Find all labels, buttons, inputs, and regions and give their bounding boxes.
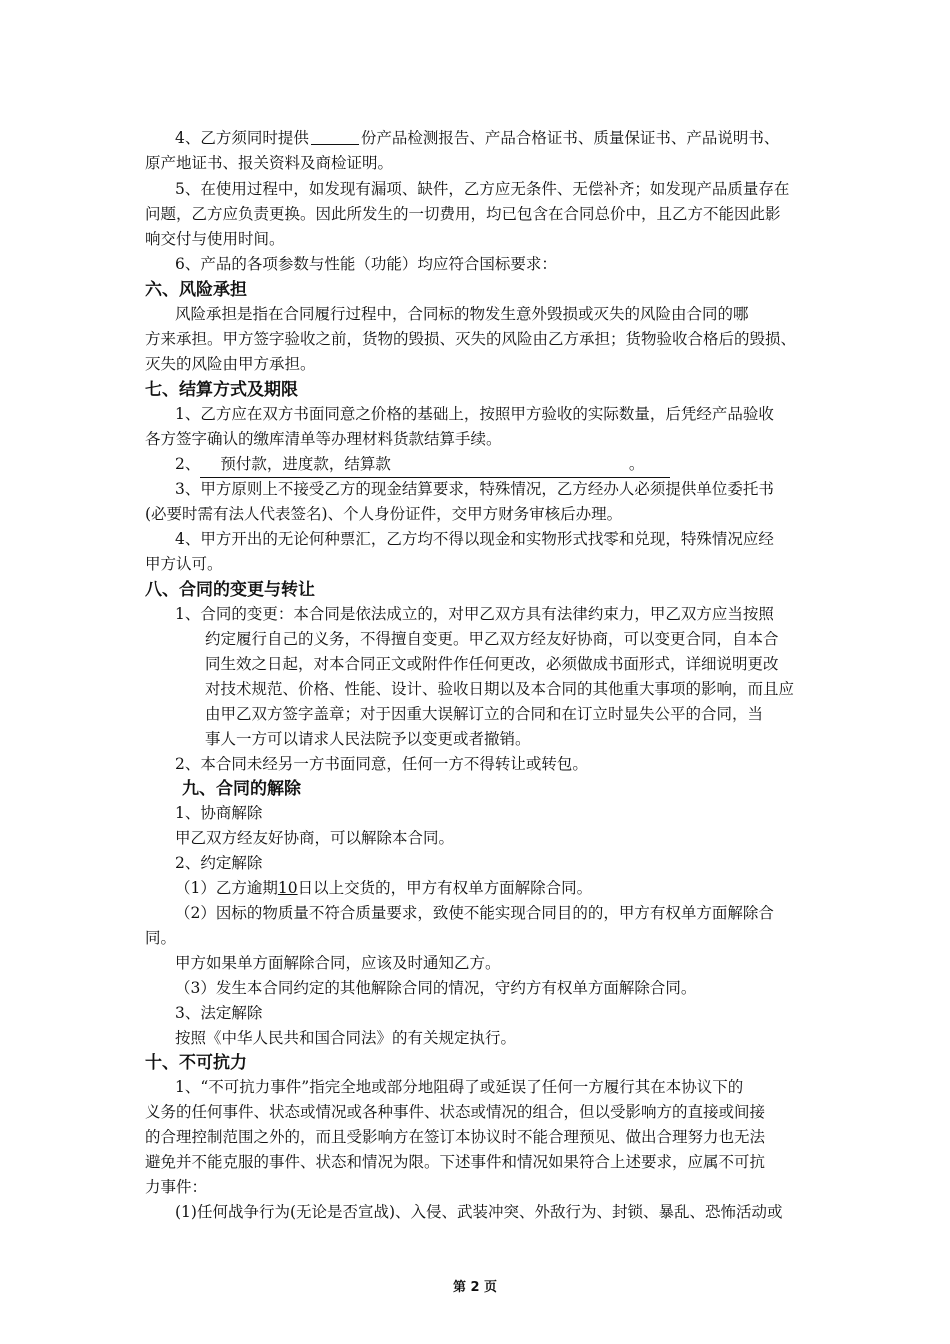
clause-8-1-cont: 由甲乙双方签字盖章；对于因重大误解订立的合同和在订立时显失公平的合同，当 [205, 705, 764, 723]
paragraph: 灭失的风险由甲方承担。 [145, 355, 316, 373]
section-heading-10: 十、不可抗力 [145, 1053, 247, 1073]
clause-8-1-cont: 对技术规范、价格、性能、设计、验收日期以及本合同的其他重大事项的影响，而且应 [205, 680, 795, 698]
days-value: 10 [277, 879, 298, 897]
clause-5-4 [175, 126, 810, 151]
paragraph: 方来承担。甲方签字验收之前，货物的毁损、灭失的风险由乙方承担；货物验收合格后的毁损、 [145, 330, 797, 348]
clause-5-5: 5、在使用过程中，如发现有漏项、缺件，乙方应无条件、无偿补齐；如发现产品质量存在 [175, 180, 790, 198]
paragraph: 甲乙双方经友好协商，可以解除本合同。 [175, 829, 455, 847]
clause-8-1: 1、合同的变更：本合同是依法成立的，对甲乙双方具有法律约束力，甲乙双方应当按照 [175, 605, 774, 623]
clause-9-2-1 [175, 876, 810, 901]
text: 。 [628, 455, 645, 473]
text: 预付款，进度款，结算款 [220, 455, 391, 473]
clause-9-2-3: （3）发生本合同约定的其他解除合同的情况，守约方有权单方面解除合同。 [175, 979, 697, 997]
clause-10-1-1: (1)任何战争行为(无论是否宣战)、入侵、武装冲突、外敌行为、封锁、暴乱、恐怖活动或 [175, 1203, 783, 1221]
clause-10-1: 1、“不可抗力事件”指完全地或部分地阻碍了或延误了任何一方履行其在本协议下的 [175, 1078, 744, 1096]
paragraph: 风险承担是指在合同履行过程中，合同标的物发生意外毁损或灭失的风险由合同的哪 [175, 305, 749, 323]
text: 日以上交货的，甲方有权单方面解除合同。 [297, 879, 593, 897]
text: （1）乙方逾期 [175, 879, 278, 897]
text: 份产品检测报告、产品合格证书、质量保证书、产品说明书、 [360, 129, 780, 147]
clause-9-3: 3、法定解除 [175, 1004, 263, 1022]
page-number: 第 2 页 [452, 1280, 498, 1295]
clause-7-1: 1、乙方应在双方书面同意之价格的基础上，按照甲方验收的实际数量，后凭经产品验收 [175, 405, 774, 423]
section-heading-8: 八、合同的变更与转让 [145, 580, 315, 600]
clause-7-1-cont: 各方签字确认的缴库清单等办理材料货款结算手续。 [145, 430, 502, 448]
section-heading-6: 六、风险承担 [145, 280, 247, 300]
blank-line [311, 130, 359, 145]
clause-8-2: 2、本合同未经另一方书面同意，任何一方不得转让或转包。 [175, 755, 588, 773]
clause-9-1: 1、协商解除 [175, 804, 263, 822]
clause-5-5-cont: 响交付与使用时间。 [145, 230, 285, 248]
clause-10-1-cont: 力事件： [145, 1178, 208, 1196]
payment-terms-field [200, 452, 670, 478]
clause-10-1-cont: 避免并不能克服的事件、状态和情况为限。下述事件和情况如果符合上述要求，应属不可抗 [145, 1153, 766, 1171]
clause-9-2-2: （2）因标的物质量不符合质量要求，致使不能实现合同目的的，甲方有权单方面解除合 [175, 904, 774, 922]
clause-5-4-cont: 原产地证书、报关资料及商检证明。 [145, 154, 394, 172]
clause-7-4: 4、甲方开出的无论何种票汇，乙方均不得以现金和实物形式找零和兑现，特殊情况应经 [175, 530, 774, 548]
section-heading-7: 七、结算方式及期限 [145, 380, 298, 400]
clause-7-2 [175, 452, 810, 478]
clause-9-2: 2、约定解除 [175, 854, 263, 872]
clause-8-1-cont: 约定履行自己的义务，不得擅自变更。甲乙双方经友好协商，可以变更合同，自本合 [205, 630, 779, 648]
clause-5-5-cont: 问题，乙方应负责更换。因此所发生的一切费用，均已包含在合同总价中，且乙方不能因此影 [145, 205, 781, 223]
clause-5-6: 6、产品的各项参数与性能（功能）均应符合国标要求： [175, 255, 557, 273]
text: 2、 [175, 455, 201, 473]
clause-9-2-2-cont: 同。 [145, 929, 177, 947]
paragraph: 按照《中华人民共和国合同法》的有关规定执行。 [175, 1029, 517, 1047]
clause-7-3-cont: (必要时需有法人代表签名)、个人身份证件，交甲方财务审核后办理。 [145, 505, 623, 523]
text: 4、乙方须同时提供 [175, 129, 309, 147]
clause-10-1-cont: 义务的任何事件、状态或情况或各种事件、状态或情况的组合，但以受影响方的直接或间接 [145, 1103, 766, 1121]
paragraph: 甲方如果单方面解除合同，应该及时通知乙方。 [175, 954, 501, 972]
clause-10-1-cont: 的合理控制范围之外的，而且受影响方在签订本协议时不能合理预见、做出合理努力也无法 [145, 1128, 766, 1146]
clause-7-4-cont: 甲方认可。 [145, 555, 223, 573]
clause-7-3: 3、甲方原则上不接受乙方的现金结算要求，特殊情况，乙方经办人必须提供单位委托书 [175, 480, 774, 498]
section-heading-9: 九、合同的解除 [182, 779, 301, 799]
clause-8-1-cont: 事人一方可以请求人民法院予以变更或者撤销。 [205, 730, 531, 748]
clause-8-1-cont: 同生效之日起，对本合同正文或附件作任何更改，必须做成书面形式，详细说明更改 [205, 655, 779, 673]
